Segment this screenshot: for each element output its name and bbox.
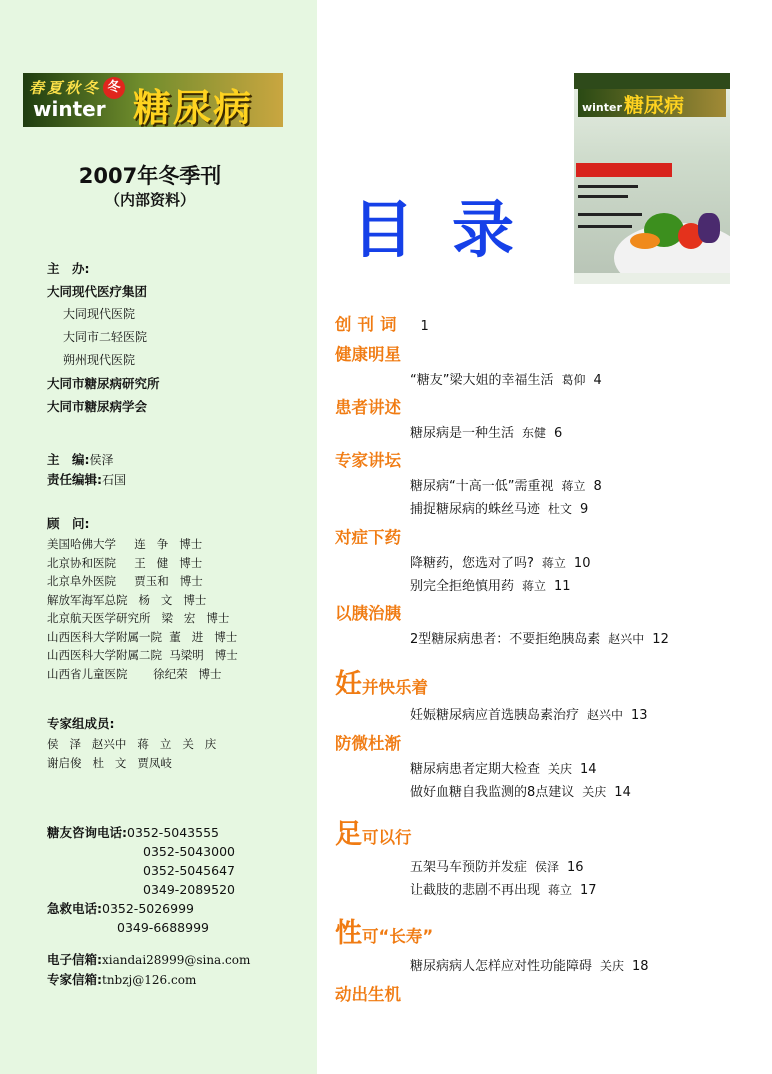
editor-label: 主 编: — [47, 452, 90, 467]
toc-page: 1 — [420, 319, 429, 334]
toc-section-title: 可“长寿” — [362, 927, 434, 946]
cover-vegetable — [698, 213, 720, 243]
toc-section-title: 动出生机 — [335, 985, 401, 1004]
consult-phone: 0352-5043000 — [143, 844, 235, 859]
toc-entry-author: 蒋立 — [522, 579, 547, 593]
advisors-label: 顾 问: — [47, 516, 90, 531]
resp-editor-name: 石国 — [102, 473, 127, 487]
toc-entry-author: 蒋立 — [541, 556, 566, 570]
toc-entry[interactable] — [410, 575, 571, 594]
toc-section-title: 并快乐着 — [362, 678, 428, 697]
toc-entry-page: 11 — [554, 579, 571, 594]
email-address[interactable]: xiandai28999@sina.com — [102, 953, 251, 967]
issue-title: 2007年冬季刊 — [78, 164, 222, 188]
toc-entry-author: 关庆 — [582, 785, 607, 799]
toc-entry[interactable] — [410, 552, 590, 571]
toc-section — [335, 911, 433, 950]
toc-section-initial: 足 — [335, 819, 362, 850]
cover-text-line — [578, 225, 632, 228]
toc-entry[interactable] — [410, 422, 562, 441]
advisor-row: 山西省儿童医院 徐纪荣 博士 — [47, 666, 222, 681]
toc-section — [335, 341, 401, 365]
toc-entry-title: 降糖药，您选对了吗? — [410, 556, 534, 571]
toc-section-title: 健康明星 — [335, 345, 401, 364]
toc-section-initial: 性 — [335, 918, 362, 949]
expert-mail-address[interactable]: tnbzj@126.com — [102, 973, 197, 987]
toc-entry-title: 糖尿病病人怎样应对性功能障碍 — [410, 959, 593, 974]
toc-section — [335, 447, 401, 471]
emergency-label: 急救电话: — [47, 901, 102, 916]
toc-entry-author: 蒋立 — [548, 883, 573, 897]
toc-section — [335, 600, 401, 624]
toc-section-initial: 妊 — [335, 669, 362, 700]
toc-section — [335, 730, 401, 754]
toc-section — [335, 981, 401, 1005]
toc-entry[interactable] — [410, 879, 597, 898]
toc-entry-title: 2型糖尿病患者：不要拒绝胰岛素 — [410, 632, 601, 647]
toc-entry-author: 关庆 — [600, 959, 625, 973]
cover-text-line — [578, 185, 638, 188]
advisor-row: 美国哈佛大学 连 争 博士 — [47, 537, 203, 551]
toc-entry-title: 妊娠糖尿病应首选胰岛素治疗 — [410, 708, 580, 723]
toc-entry-author: 东健 — [522, 426, 547, 440]
toc-section — [335, 524, 401, 548]
resp-editor-label: 责任编辑: — [47, 472, 102, 487]
cover-red-bar — [576, 163, 672, 177]
toc-entry-page: 10 — [573, 556, 591, 571]
cover-thumbnail — [574, 73, 730, 284]
expert-mail-label: 专家信箱: — [47, 972, 102, 987]
toc-entry[interactable] — [410, 856, 584, 875]
consult-phone: 0349-2089520 — [143, 882, 235, 897]
magazine-logo — [23, 73, 283, 127]
logo-title: 糖尿病 — [133, 85, 254, 127]
toc-entry-author: 葛仰 — [561, 373, 586, 387]
host-org: 大同现代医疗集团 — [47, 284, 148, 299]
toc-section — [335, 812, 412, 851]
toc-entry[interactable] — [410, 628, 669, 647]
toc-heading: 目录 — [352, 193, 553, 266]
cover-text-line — [578, 213, 642, 216]
cover-title: 糖尿病 — [624, 93, 684, 117]
experts-row: 谢启俊 杜 文 贾凤岐 — [47, 755, 172, 770]
toc-entry[interactable] — [410, 955, 649, 974]
host-member: 朔州现代医院 — [63, 353, 136, 367]
toc-entry-page: 8 — [593, 479, 602, 494]
toc-entry-title: “糖友”梁大姐的幸福生活 — [410, 373, 554, 388]
toc-entry[interactable] — [410, 704, 648, 723]
toc-entry-title: 糖尿病患者定期大检查 — [410, 762, 541, 777]
toc-entry[interactable] — [410, 498, 588, 517]
cover-vegetable — [630, 233, 660, 249]
cover-bottom-strip — [574, 273, 730, 284]
logo-dong-badge: 冬 — [103, 77, 125, 99]
masthead-editors — [47, 448, 126, 492]
advisor-row: 山西医科大学附属一院 董 进 博士 — [47, 629, 238, 644]
toc-section-title: 可以行 — [362, 828, 412, 847]
toc-entry-page: 6 — [554, 426, 563, 441]
toc-section — [335, 662, 428, 701]
toc-entry-page: 4 — [593, 373, 602, 388]
toc-entry-page: 16 — [567, 860, 584, 875]
toc-entry-title: 别完全拒绝慎用药 — [410, 579, 515, 594]
toc-entry-page: 12 — [652, 632, 669, 647]
toc-entry-title: 五架马车预防并发症 — [410, 860, 528, 875]
toc-entry-author: 杜文 — [548, 502, 573, 516]
experts-label: 专家组成员: — [47, 716, 115, 731]
toc-entry-title: 捕捉糖尿病的蛛丝马迹 — [410, 502, 541, 517]
host-member: 大同市二轻医院 — [63, 330, 148, 344]
logo-seasons: 春夏秋冬 — [29, 79, 102, 97]
editor-name: 侯泽 — [89, 453, 114, 467]
advisor-row: 山西医科大学附属二院 马梁明 博士 — [47, 648, 238, 662]
toc-section-title: 以胰治胰 — [335, 604, 401, 623]
email-label: 电子信箱: — [47, 952, 102, 967]
toc-entry-page: 17 — [580, 883, 597, 898]
consult-label: 糖友咨询电话: — [47, 825, 127, 840]
toc-entry-page: 14 — [614, 785, 631, 800]
toc-section-title: 对症下药 — [335, 528, 401, 547]
experts-row: 侯 泽 赵兴中 蒋 立 关 庆 — [47, 737, 217, 751]
toc-entry-page: 9 — [580, 502, 589, 517]
toc-entry-page: 13 — [631, 708, 648, 723]
host-label: 主 办: — [47, 261, 90, 276]
consult-phone: 0352-5045647 — [143, 863, 235, 878]
toc-entry[interactable] — [410, 369, 602, 388]
toc-entry-author: 蒋立 — [561, 479, 586, 493]
contact-block — [47, 823, 250, 990]
toc-entry-title: 糖尿病“十高一低”需重视 — [410, 479, 554, 494]
toc-entry-author: 赵兴中 — [608, 632, 645, 646]
cover-text-line — [578, 195, 628, 198]
masthead-host — [47, 257, 160, 418]
consult-phone: 0352-5043555 — [127, 825, 219, 840]
toc-entry[interactable] — [410, 475, 602, 494]
toc-entry[interactable] — [410, 758, 597, 777]
toc-entry-title: 做好血糖自我监测的8点建议 — [410, 785, 575, 800]
toc-entry-page: 18 — [632, 959, 649, 974]
masthead-experts — [47, 712, 216, 772]
issue-subtitle: （内部资料） — [104, 191, 195, 209]
cover-top-strip — [574, 73, 730, 89]
emergency-phone: 0352-5026999 — [102, 901, 194, 916]
advisor-row: 北京航天医学研究所 梁 宏 博士 — [47, 611, 230, 625]
toc-entry-author: 关庆 — [548, 762, 573, 776]
toc-entry-title: 让截肢的悲剧不再出现 — [410, 883, 541, 898]
toc-entry-author: 赵兴中 — [587, 708, 624, 722]
toc-entry-page: 14 — [580, 762, 597, 777]
toc-section-title: 专家讲坛 — [335, 451, 401, 470]
society: 大同市糖尿病学会 — [47, 399, 148, 414]
masthead-advisors — [47, 512, 238, 683]
institute: 大同市糖尿病研究所 — [47, 376, 160, 391]
toc-entry[interactable] — [410, 781, 631, 800]
host-member: 大同现代医院 — [63, 307, 136, 321]
toc-entry-title: 糖尿病是一种生活 — [410, 426, 515, 441]
logo-winter: winter — [33, 97, 106, 121]
toc-section[interactable] — [335, 311, 429, 335]
advisor-row: 北京阜外医院 贾玉和 博士 — [47, 574, 203, 588]
cover-winter: winter — [582, 101, 622, 114]
toc-section-title: 创刊词 — [335, 315, 403, 334]
emergency-phone: 0349-6688999 — [117, 920, 209, 935]
toc-section-title: 患者讲述 — [335, 398, 401, 417]
advisor-row: 解放军海军总院 杨 文 博士 — [47, 592, 207, 607]
advisor-row: 北京协和医院 王 健 博士 — [47, 555, 203, 570]
toc-section-title: 防微杜渐 — [335, 734, 401, 753]
cover-banner — [578, 89, 726, 117]
toc-section — [335, 394, 401, 418]
toc-entry-author: 侯泽 — [535, 860, 560, 874]
